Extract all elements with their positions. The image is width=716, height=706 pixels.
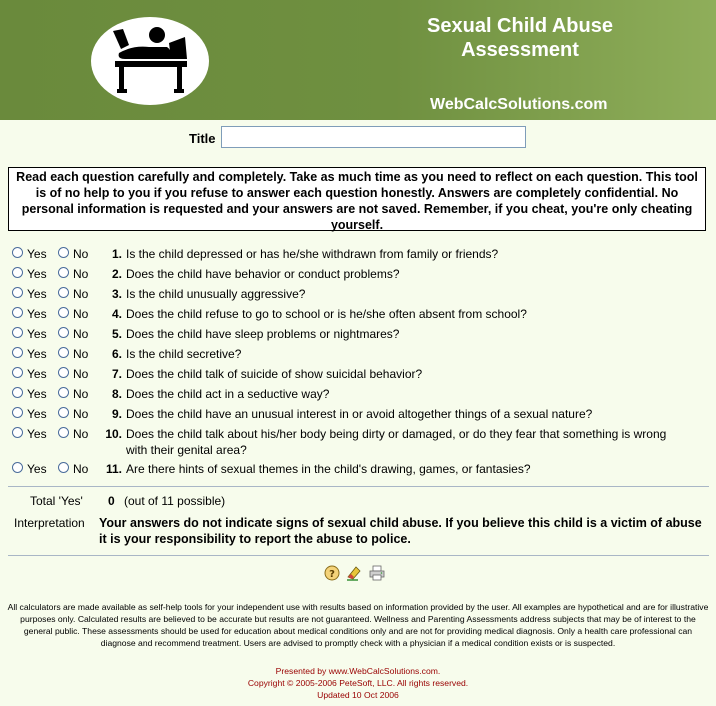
logo [91, 17, 209, 105]
question-number: 7. [111, 367, 122, 381]
yes-label: Yes [27, 327, 47, 341]
yes-label: Yes [27, 407, 47, 421]
page-header [0, 0, 716, 120]
yes-radio[interactable] [12, 307, 23, 318]
title-line-1: Sexual Child Abuse [427, 15, 613, 37]
question-number: 3. [111, 287, 122, 301]
site-name: WebCalcSolutions.com [430, 96, 608, 113]
question-text: Does the child refuse to go to school or is he/she often absent from school? [126, 307, 527, 321]
title-input[interactable] [221, 126, 526, 148]
child-at-desk-icon [109, 25, 191, 97]
question-text: Does the child talk of suicide of show suicidal behavior? [126, 367, 423, 381]
question-number: 5. [111, 327, 122, 341]
no-radio[interactable] [58, 307, 69, 318]
yes-label: Yes [27, 387, 47, 401]
yes-label: Yes [27, 427, 47, 441]
question-text: Does the child talk about his/her body being dirty or damaged, or do they fear that something is wrong with their genital area? [126, 427, 667, 457]
question-text: Does the child act in a seductive way? [126, 387, 330, 401]
disclaimer: All calculators are made available as self-help tools for your independent use with results based on information provided by the user. All examples are hypothetical and are for illustrative purposes only. Calculated results are believed to be accurate but results are not guaranteed. Wellness and Parenting Assessments address subjects that may be of interest to the general public. These assessments should be used for education about medical conditions only and are not for providing medical diagnosis. Only a health care professional can diagnose and recommend treatment. Users are advised to promptly check with a physician if a medical condition exists or is suspected. [7, 602, 709, 648]
no-label: No [73, 267, 89, 281]
yes-radio[interactable] [12, 327, 23, 338]
no-radio[interactable] [58, 327, 69, 338]
no-radio[interactable] [58, 407, 69, 418]
yes-radio[interactable] [12, 387, 23, 398]
question-number: 6. [111, 347, 122, 361]
no-label: No [73, 247, 89, 261]
divider [8, 486, 709, 487]
page-title [395, 14, 645, 62]
divider [8, 555, 709, 556]
yes-label: Yes [27, 247, 47, 261]
no-radio[interactable] [58, 462, 69, 473]
help-icon[interactable] [324, 565, 340, 581]
no-label: No [73, 347, 89, 361]
question-text: Is the child secretive? [126, 347, 242, 361]
yes-label: Yes [27, 347, 47, 361]
no-label: No [73, 427, 89, 441]
title-row [0, 126, 716, 148]
no-label: No [73, 407, 89, 421]
yes-radio[interactable] [12, 462, 23, 473]
question-text: Does the child have an unusual interest in or avoid altogether things of a sexual nature? [126, 407, 593, 421]
yes-radio[interactable] [12, 287, 23, 298]
question-text: Are there hints of sexual themes in the child's drawing, games, or fantasies? [126, 462, 531, 476]
printer-icon[interactable] [369, 565, 385, 581]
instructions-box: Read each question carefully and completely. Take as much time as you need to reflect on each question. This tool is of no help to you if you refuse to answer each question honestly. Answers are completely confidential. No personal information is requested and your answers are not saved. Remember, if you cheat, you're only cheating yourself. [8, 167, 706, 231]
interpretation-text: Your answers do not indicate signs of sexual child abuse. If you believe this child is a victim of abuse it is your responsibility to report the abuse to police. [99, 516, 702, 546]
question-text: Is the child depressed or has he/she withdrawn from family or friends? [126, 247, 499, 261]
no-radio[interactable] [58, 387, 69, 398]
toolbar [0, 565, 716, 583]
yes-label: Yes [27, 462, 47, 476]
no-radio[interactable] [58, 347, 69, 358]
yes-radio[interactable] [12, 347, 23, 358]
question-text: Is the child unusually aggressive? [126, 287, 306, 301]
question-number: 10. [105, 427, 122, 441]
question-number: 9. [111, 407, 122, 421]
svg-text:?: ? [329, 569, 335, 580]
yes-radio[interactable] [12, 367, 23, 378]
no-label: No [73, 307, 89, 321]
credits-updated: Updated 10 Oct 2006 [317, 690, 399, 700]
question-number: 4. [111, 307, 122, 321]
question-text: Does the child have sleep problems or nightmares? [126, 327, 400, 341]
yes-radio[interactable] [12, 427, 23, 438]
question-text: Does the child have behavior or conduct problems? [126, 267, 400, 281]
no-label: No [73, 327, 89, 341]
yes-label: Yes [27, 307, 47, 321]
question-number: 11. [105, 462, 122, 476]
no-radio[interactable] [58, 287, 69, 298]
yes-radio[interactable] [12, 267, 23, 278]
yes-label: Yes [27, 367, 47, 381]
no-label: No [73, 287, 89, 301]
title-label: Title [189, 131, 216, 146]
credits [0, 665, 716, 701]
yes-radio[interactable] [12, 407, 23, 418]
total-yes-value: 0 [108, 494, 115, 508]
credits-copyright: Copyright © 2005-2006 PeteSoft, LLC. All rights reserved. [247, 678, 469, 688]
total-yes-label: Total 'Yes' [30, 494, 83, 508]
no-radio[interactable] [58, 267, 69, 278]
interpretation-label: Interpretation [14, 516, 85, 530]
no-radio[interactable] [58, 367, 69, 378]
no-radio[interactable] [58, 247, 69, 258]
question-number: 8. [111, 387, 122, 401]
eraser-icon[interactable] [346, 565, 362, 581]
no-radio[interactable] [58, 427, 69, 438]
question-number: 2. [111, 267, 122, 281]
no-label: No [73, 367, 89, 381]
title-line-2: Assessment [461, 39, 579, 61]
question-number: 1. [111, 247, 122, 261]
yes-radio[interactable] [12, 247, 23, 258]
no-label: No [73, 462, 89, 476]
yes-label: Yes [27, 267, 47, 281]
credits-presented-by: Presented by www.WebCalcSolutions.com. [275, 666, 441, 676]
yes-label: Yes [27, 287, 47, 301]
no-label: No [73, 387, 89, 401]
total-yes-note: (out of 11 possible) [124, 494, 226, 508]
